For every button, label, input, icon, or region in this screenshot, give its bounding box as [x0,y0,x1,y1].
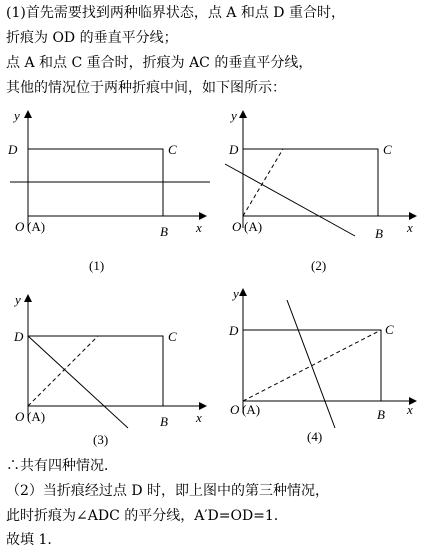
label-O: O [15,219,25,234]
label-A: (A) [244,219,263,234]
text-line-3: 点 A 和点 C 重合时，折痕为 AC 的垂直平分线， [6,55,313,71]
label-D: D [14,329,24,344]
label-x: x [407,402,413,417]
text-line-2: 折痕为 OD 的垂直平分线； [6,30,178,46]
label-x: x [407,220,413,235]
text-line-8: 故填 1. [6,532,52,548]
figure-1-svg [0,98,212,283]
text-line-5: ∴共有四种情况． [6,458,118,474]
rectangle [28,336,163,406]
label-A: (A) [242,402,261,417]
label-C: C [168,329,177,344]
label-D: D [229,142,239,157]
label-y: y [233,286,239,301]
label-B: B [375,226,383,241]
label-C: C [168,142,177,157]
text-line-1: (1)首先需要找到两种临界状态，点 A 和点 D 重合时， [6,5,345,21]
figure-2-caption: (2) [311,258,327,273]
text-line-7: 此时折痕为∠ADC 的平分线，A′D=OD=1. [6,508,279,524]
diagonal-dashed [28,336,98,406]
figure-2 [215,98,425,283]
fold-line [287,300,335,428]
figure-4-caption: (4) [307,429,323,444]
label-O: O [230,402,240,417]
label-C: C [383,142,392,157]
label-B: B [377,407,385,422]
label-y: y [15,292,21,307]
figure-3-caption: (3) [93,432,109,447]
label-x: x [196,220,202,235]
label-B: B [160,414,168,429]
figure-1 [0,98,212,283]
label-D: D [8,142,18,157]
label-A: (A) [27,219,46,234]
figure-3 [0,286,212,456]
figure-2-svg [215,98,425,283]
label-C: C [385,322,394,337]
label-B: B [160,224,168,239]
text-line-6: （2）当折痕经过点 D 时，即上图中的第三种情况， [6,483,330,499]
label-O: O [15,409,25,424]
rectangle [243,149,378,216]
label-A: (A) [27,409,46,424]
figure-4 [215,286,425,456]
figure-3-svg [0,286,212,456]
label-y: y [14,108,20,123]
label-x: x [196,410,202,425]
diagonal-dashed [243,149,283,216]
label-y: y [231,108,237,123]
label-O: O [232,219,242,234]
text-line-4: 其他的情况位于两种折痕中间，如下图所示： [6,80,286,96]
label-D: D [229,323,239,338]
figure-1-caption: (1) [89,258,105,273]
